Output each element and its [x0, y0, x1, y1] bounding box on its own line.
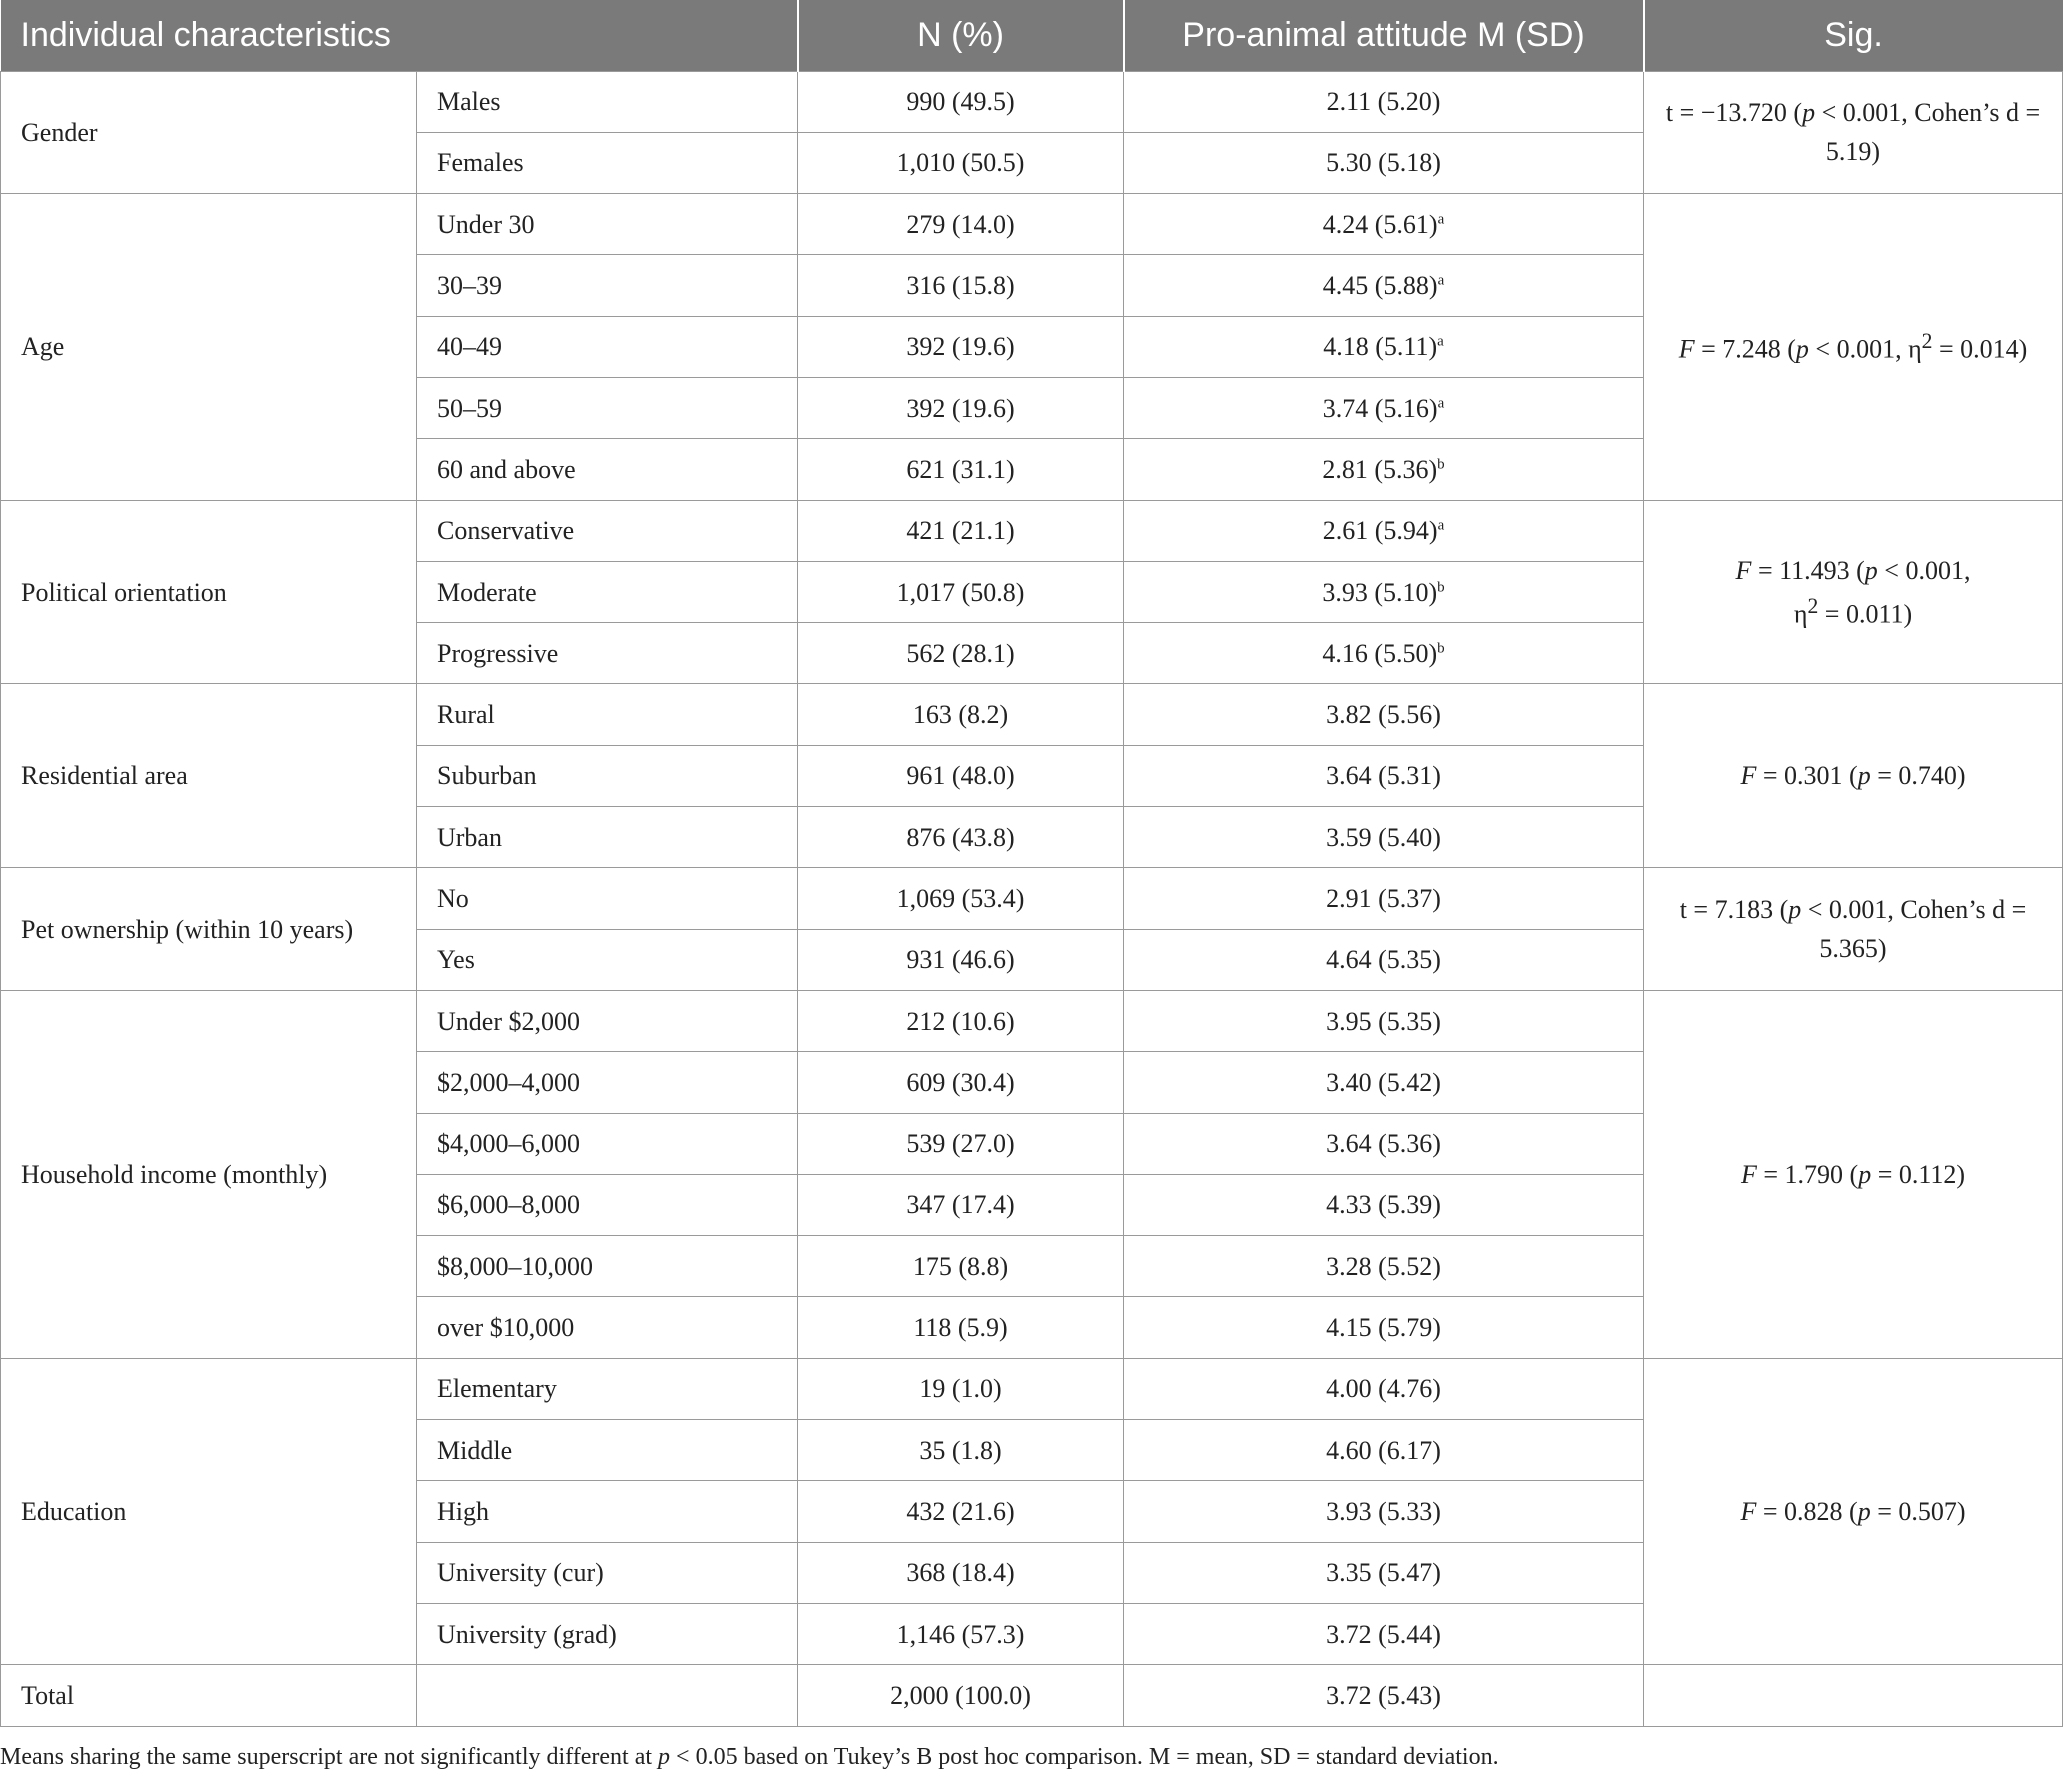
total-empty-cell — [417, 1665, 798, 1726]
sig-cell: F = 7.248 (p < 0.001, $\eta^2 = 0.014$) — [1644, 194, 2063, 500]
table-body — [1, 71, 2063, 1726]
subcategory-cell: 60 and above — [417, 439, 798, 500]
n-percent-cell: 1,146 (57.3) — [798, 1603, 1124, 1664]
attitude-value: 2.91 (5.37) — [1326, 884, 1441, 913]
category-cell: Age — [1, 194, 417, 500]
subcategory-cell: University (cur) — [417, 1542, 798, 1603]
attitude-cell — [1124, 1420, 1644, 1481]
header-row — [1, 0, 2063, 71]
attitude-cell — [1124, 1542, 1644, 1603]
posthoc-superscript: a — [1437, 394, 1445, 411]
n-percent-cell: 163 (8.2) — [798, 684, 1124, 745]
attitude-cell — [1124, 132, 1644, 193]
attitude-value: 4.18 (5.11) — [1323, 332, 1438, 362]
n-percent-cell: 118 (5.9) — [798, 1297, 1124, 1358]
total-n-cell: 2,000 (100.0) — [798, 1665, 1124, 1726]
table-note: Means sharing the same superscript are not significantly different at p < 0.05 based on Tukey’s B post hoc comparison. M = mean, SD = standard deviation. — [0, 1744, 1499, 1770]
subcategory-cell: Suburban — [417, 745, 798, 806]
attitude-cell — [1124, 1052, 1644, 1113]
attitude-value: 3.35 (5.47) — [1326, 1558, 1441, 1588]
attitude-value: 2.61 (5.94) — [1322, 516, 1438, 546]
posthoc-superscript: a — [1437, 272, 1445, 289]
attitude-value: 2.81 (5.36) — [1322, 454, 1438, 484]
sig-cell: F = 11.493 (p < 0.001, $\eta^2 = 0.011$) — [1644, 500, 2063, 684]
attitude-value: 3.40 (5.42) — [1326, 1067, 1441, 1097]
category-cell: Political orientation — [1, 500, 417, 684]
attitude-cell — [1124, 1603, 1644, 1664]
attitude-value: 4.33 (5.39) — [1326, 1190, 1441, 1220]
subcategory-cell: Elementary — [417, 1358, 798, 1419]
category-cell: Residential area — [1, 684, 417, 868]
attitude-value: 4.24 (5.61) — [1322, 209, 1438, 239]
n-percent-cell: 316 (15.8) — [798, 255, 1124, 316]
header-characteristics: Individual characteristics — [1, 0, 798, 71]
attitude-cell — [1124, 1174, 1644, 1235]
posthoc-superscript: a — [1437, 333, 1444, 350]
n-percent-cell: 212 (10.6) — [798, 990, 1124, 1051]
attitude-cell — [1124, 1236, 1644, 1297]
attitude-cell — [1124, 1481, 1644, 1542]
attitude-value: 4.45 (5.88) — [1322, 271, 1438, 301]
subcategory-cell: Conservative — [417, 500, 798, 561]
posthoc-superscript: b — [1437, 456, 1445, 473]
sig-cell: t = −13.720 (p < 0.001, Cohen’s d = 5.19) — [1644, 71, 2063, 194]
attitude-cell — [1124, 1113, 1644, 1174]
n-percent-cell: 175 (8.8) — [798, 1236, 1124, 1297]
attitude-cell — [1124, 745, 1644, 806]
sig-cell: F = 0.301 (p = 0.740) — [1644, 684, 2063, 868]
sig-cell: F = 0.828 (p = 0.507) — [1644, 1358, 2063, 1664]
attitude-value: 4.60 (6.17) — [1326, 1435, 1441, 1465]
attitude-value: 4.64 (5.35) — [1326, 945, 1441, 975]
subcategory-cell: Males — [417, 71, 798, 132]
n-percent-cell: 1,010 (50.5) — [798, 132, 1124, 193]
table-row — [1, 1358, 2063, 1419]
total-attitude-cell: 3.72 (5.43) — [1124, 1665, 1644, 1726]
subcategory-cell: 50–59 — [417, 377, 798, 438]
n-percent-cell: 990 (49.5) — [798, 71, 1124, 132]
attitude-value: 3.74 (5.16) — [1322, 393, 1438, 423]
attitude-value: 5.30 (5.18) — [1326, 148, 1441, 178]
attitude-cell — [1124, 868, 1644, 929]
subcategory-cell: over $10,000 — [417, 1297, 798, 1358]
subcategory-cell: $4,000–6,000 — [417, 1113, 798, 1174]
posthoc-superscript: b — [1437, 640, 1445, 657]
subcategory-cell: Rural — [417, 684, 798, 745]
sig-cell: t = 7.183 (p < 0.001, Cohen’s d = 5.365) — [1644, 868, 2063, 991]
attitude-value: 4.15 (5.79) — [1326, 1313, 1441, 1343]
attitude-value: 3.93 (5.10) — [1322, 577, 1438, 607]
category-cell: Pet ownership (within 10 years) — [1, 868, 417, 991]
attitude-cell — [1124, 71, 1644, 132]
n-percent-cell: 392 (19.6) — [798, 316, 1124, 377]
posthoc-superscript: a — [1437, 517, 1445, 534]
attitude-cell — [1124, 929, 1644, 990]
subcategory-cell: Under $2,000 — [417, 990, 798, 1051]
attitude-value: 3.64 (5.36) — [1326, 1129, 1441, 1159]
subcategory-cell: High — [417, 1481, 798, 1542]
attitude-value: 4.00 (4.76) — [1326, 1374, 1441, 1404]
subcategory-cell: $8,000–10,000 — [417, 1236, 798, 1297]
attitude-cell — [1124, 439, 1644, 500]
header-sig: Sig. — [1644, 0, 2063, 71]
attitude-cell — [1124, 807, 1644, 868]
n-percent-cell: 931 (46.6) — [798, 929, 1124, 990]
n-percent-cell: 562 (28.1) — [798, 623, 1124, 684]
total-row — [1, 1665, 2063, 1726]
table-row — [1, 500, 2063, 561]
n-percent-cell: 1,069 (53.4) — [798, 868, 1124, 929]
subcategory-cell: $2,000–4,000 — [417, 1052, 798, 1113]
attitude-cell — [1124, 623, 1644, 684]
subcategory-cell: 30–39 — [417, 255, 798, 316]
attitude-value: 3.64 (5.31) — [1326, 761, 1441, 791]
attitude-cell — [1124, 561, 1644, 622]
attitude-value: 3.95 (5.35) — [1326, 1006, 1441, 1036]
attitude-cell — [1124, 500, 1644, 561]
attitude-value: 3.28 (5.52) — [1326, 1251, 1441, 1281]
attitude-cell — [1124, 194, 1644, 255]
subcategory-cell: No — [417, 868, 798, 929]
attitude-value: 3.93 (5.33) — [1326, 1496, 1441, 1526]
attitude-value: 4.16 (5.50) — [1322, 638, 1438, 668]
subcategory-cell: Females — [417, 132, 798, 193]
attitude-value: 2.11 (5.20) — [1326, 87, 1441, 117]
attitude-cell — [1124, 1297, 1644, 1358]
attitude-cell — [1124, 990, 1644, 1051]
attitude-cell — [1124, 1358, 1644, 1419]
n-percent-cell: 609 (30.4) — [798, 1052, 1124, 1113]
n-percent-cell: 392 (19.6) — [798, 377, 1124, 438]
subcategory-cell: 40–49 — [417, 316, 798, 377]
subcategory-cell: Under 30 — [417, 194, 798, 255]
attitude-cell — [1124, 255, 1644, 316]
attitude-cell — [1124, 316, 1644, 377]
attitude-value: 3.59 (5.40) — [1326, 822, 1441, 852]
subcategory-cell: Middle — [417, 1420, 798, 1481]
table-row — [1, 194, 2063, 255]
total-sig-cell — [1644, 1665, 2063, 1726]
attitude-cell — [1124, 377, 1644, 438]
table-row — [1, 990, 2063, 1051]
subcategory-cell: Urban — [417, 807, 798, 868]
n-percent-cell: 279 (14.0) — [798, 194, 1124, 255]
n-percent-cell: 347 (17.4) — [798, 1174, 1124, 1235]
subcategory-cell: Yes — [417, 929, 798, 990]
table-row — [1, 684, 2063, 745]
total-label-cell: Total — [1, 1665, 417, 1726]
header-attitude: Pro-animal attitude M (SD) — [1124, 0, 1644, 71]
n-percent-cell: 961 (48.0) — [798, 745, 1124, 806]
n-percent-cell: 35 (1.8) — [798, 1420, 1124, 1481]
posthoc-superscript: b — [1437, 578, 1445, 595]
subcategory-cell: Progressive — [417, 623, 798, 684]
attitude-value: 3.82 (5.56) — [1326, 700, 1441, 730]
n-percent-cell: 19 (1.0) — [798, 1358, 1124, 1419]
sig-cell: F = 1.790 (p = 0.112) — [1644, 990, 2063, 1358]
table-row — [1, 868, 2063, 929]
n-percent-cell: 876 (43.8) — [798, 807, 1124, 868]
attitude-cell — [1124, 684, 1644, 745]
subcategory-cell: University (grad) — [417, 1603, 798, 1664]
n-percent-cell: 421 (21.1) — [798, 500, 1124, 561]
n-percent-cell: 1,017 (50.8) — [798, 561, 1124, 622]
header-n-percent: N (%) — [798, 0, 1124, 71]
subcategory-cell: Moderate — [417, 561, 798, 622]
n-percent-cell: 368 (18.4) — [798, 1542, 1124, 1603]
n-percent-cell: 539 (27.0) — [798, 1113, 1124, 1174]
category-cell: Gender — [1, 71, 417, 194]
subcategory-cell: $6,000–8,000 — [417, 1174, 798, 1235]
attitude-value: 3.72 (5.44) — [1326, 1619, 1441, 1649]
n-percent-cell: 432 (21.6) — [798, 1481, 1124, 1542]
category-cell: Education — [1, 1358, 417, 1664]
category-cell: Household income (monthly) — [1, 990, 417, 1358]
n-percent-cell: 621 (31.1) — [798, 439, 1124, 500]
posthoc-superscript: a — [1437, 211, 1445, 228]
table-row — [1, 71, 2063, 132]
